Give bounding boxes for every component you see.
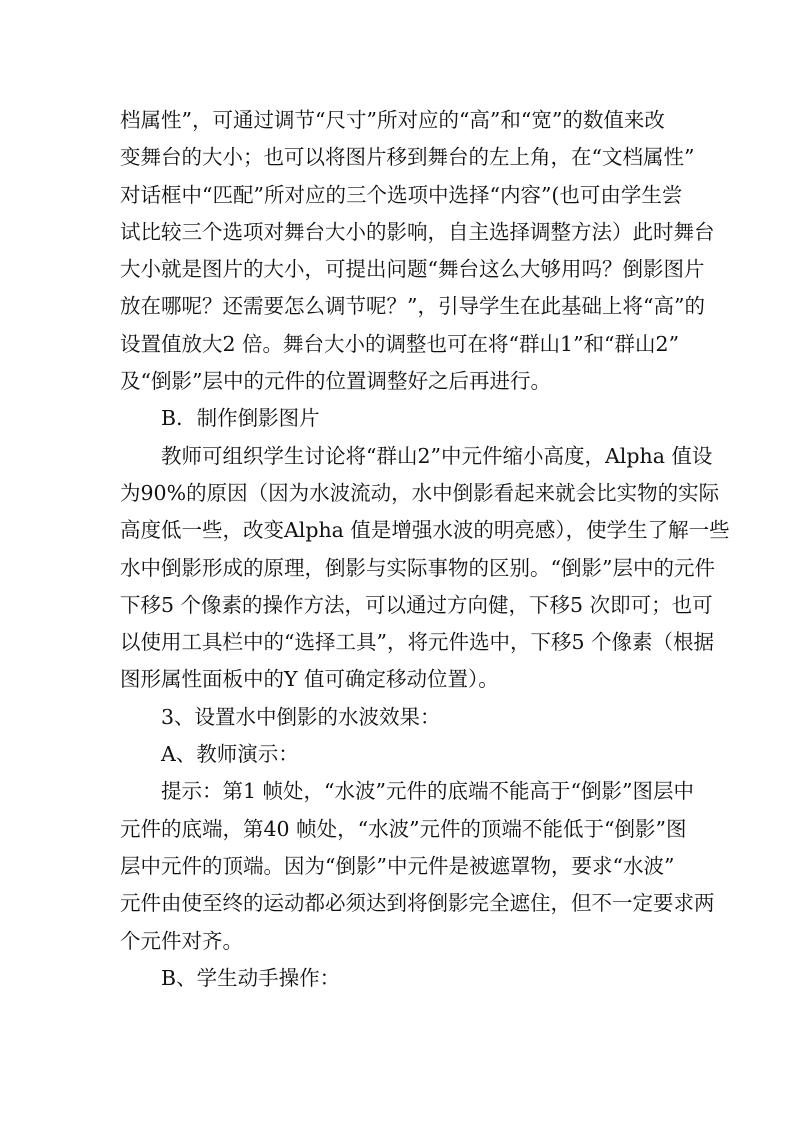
subsection-heading: B、学生动手操作：: [161, 965, 341, 990]
paragraph-line: 层中元件的顶端。因为“倒影”中元件是被遮罩物，要求“水波”: [120, 853, 675, 878]
paragraph-line: 下移5 个像素的操作方法，可以通过方向健，下移5 次即可；也可: [120, 592, 713, 617]
document-body: [120, 102, 730, 997]
paragraph-line: 试比较三个选项对舞台大小的影响，自主选择调整方法）此时舞台: [120, 219, 715, 244]
paragraph-line: 提示：第1 帧处，“水波”元件的底端不能高于“倒影”图层中: [161, 779, 694, 804]
section-heading: 3、设置水中倒影的水波效果：: [161, 704, 441, 729]
paragraph-line: 档属性”，可通过调节“尺寸”所对应的“高”和“宽”的数值来改: [120, 108, 665, 132]
paragraph-line: 以使用工具栏中的“选择工具”，将元件选中，下移5 个像素（根据: [120, 630, 715, 655]
paragraph-line: 对话框中“匹配”所对应的三个选项中选择“内容”(也可由学生尝: [120, 182, 683, 207]
paragraph-line: 大小就是图片的大小，可提出问题“舞台这么大够用吗？倒影图片: [120, 257, 705, 282]
subsection-heading: A、教师演示：: [161, 742, 299, 767]
paragraph-line: 为90%的原因（因为水波流动，水中倒影看起来就会比实物的实际: [120, 480, 720, 505]
paragraph-line: 个元件对齐。: [120, 928, 243, 953]
paragraph-line: 元件由使至终的运动都必须达到将倒影完全遮住，但不一定要求两: [120, 891, 715, 916]
section-heading: B．制作倒影图片: [161, 406, 320, 431]
paragraph-line: 及“倒影”层中的元件的位置调整好之后再进行。: [120, 369, 551, 394]
paragraph-line: 设置值放大2 倍。舞台大小的调整也可在将“群山1”和“群山2”: [120, 331, 680, 356]
paragraph-line: 教师可组织学生讨论将“群山2”中元件缩小高度，Alpha 值设: [161, 443, 713, 468]
paragraph-line: 放在哪呢？还需要怎么调节呢？”，引导学生在此基础上将“高”的: [120, 294, 705, 319]
paragraph-line: 元件的底端，第40 帧处，“水波”元件的顶端不能低于“倒影”图: [120, 816, 687, 841]
paragraph-line: 变舞台的大小；也可以将图片移到舞台的左上角，在“文档属性”: [120, 145, 695, 170]
paragraph-line: 水中倒影形成的原理，倒影与实际事物的区别。“倒影”层中的元件: [120, 555, 715, 580]
paragraph-line: 图形属性面板中的Y 值可确定移动位置）。: [120, 667, 499, 692]
paragraph-line: 高度低一些，改变Alpha 值是增强水波的明亮感），使学生了解一些: [120, 518, 730, 543]
